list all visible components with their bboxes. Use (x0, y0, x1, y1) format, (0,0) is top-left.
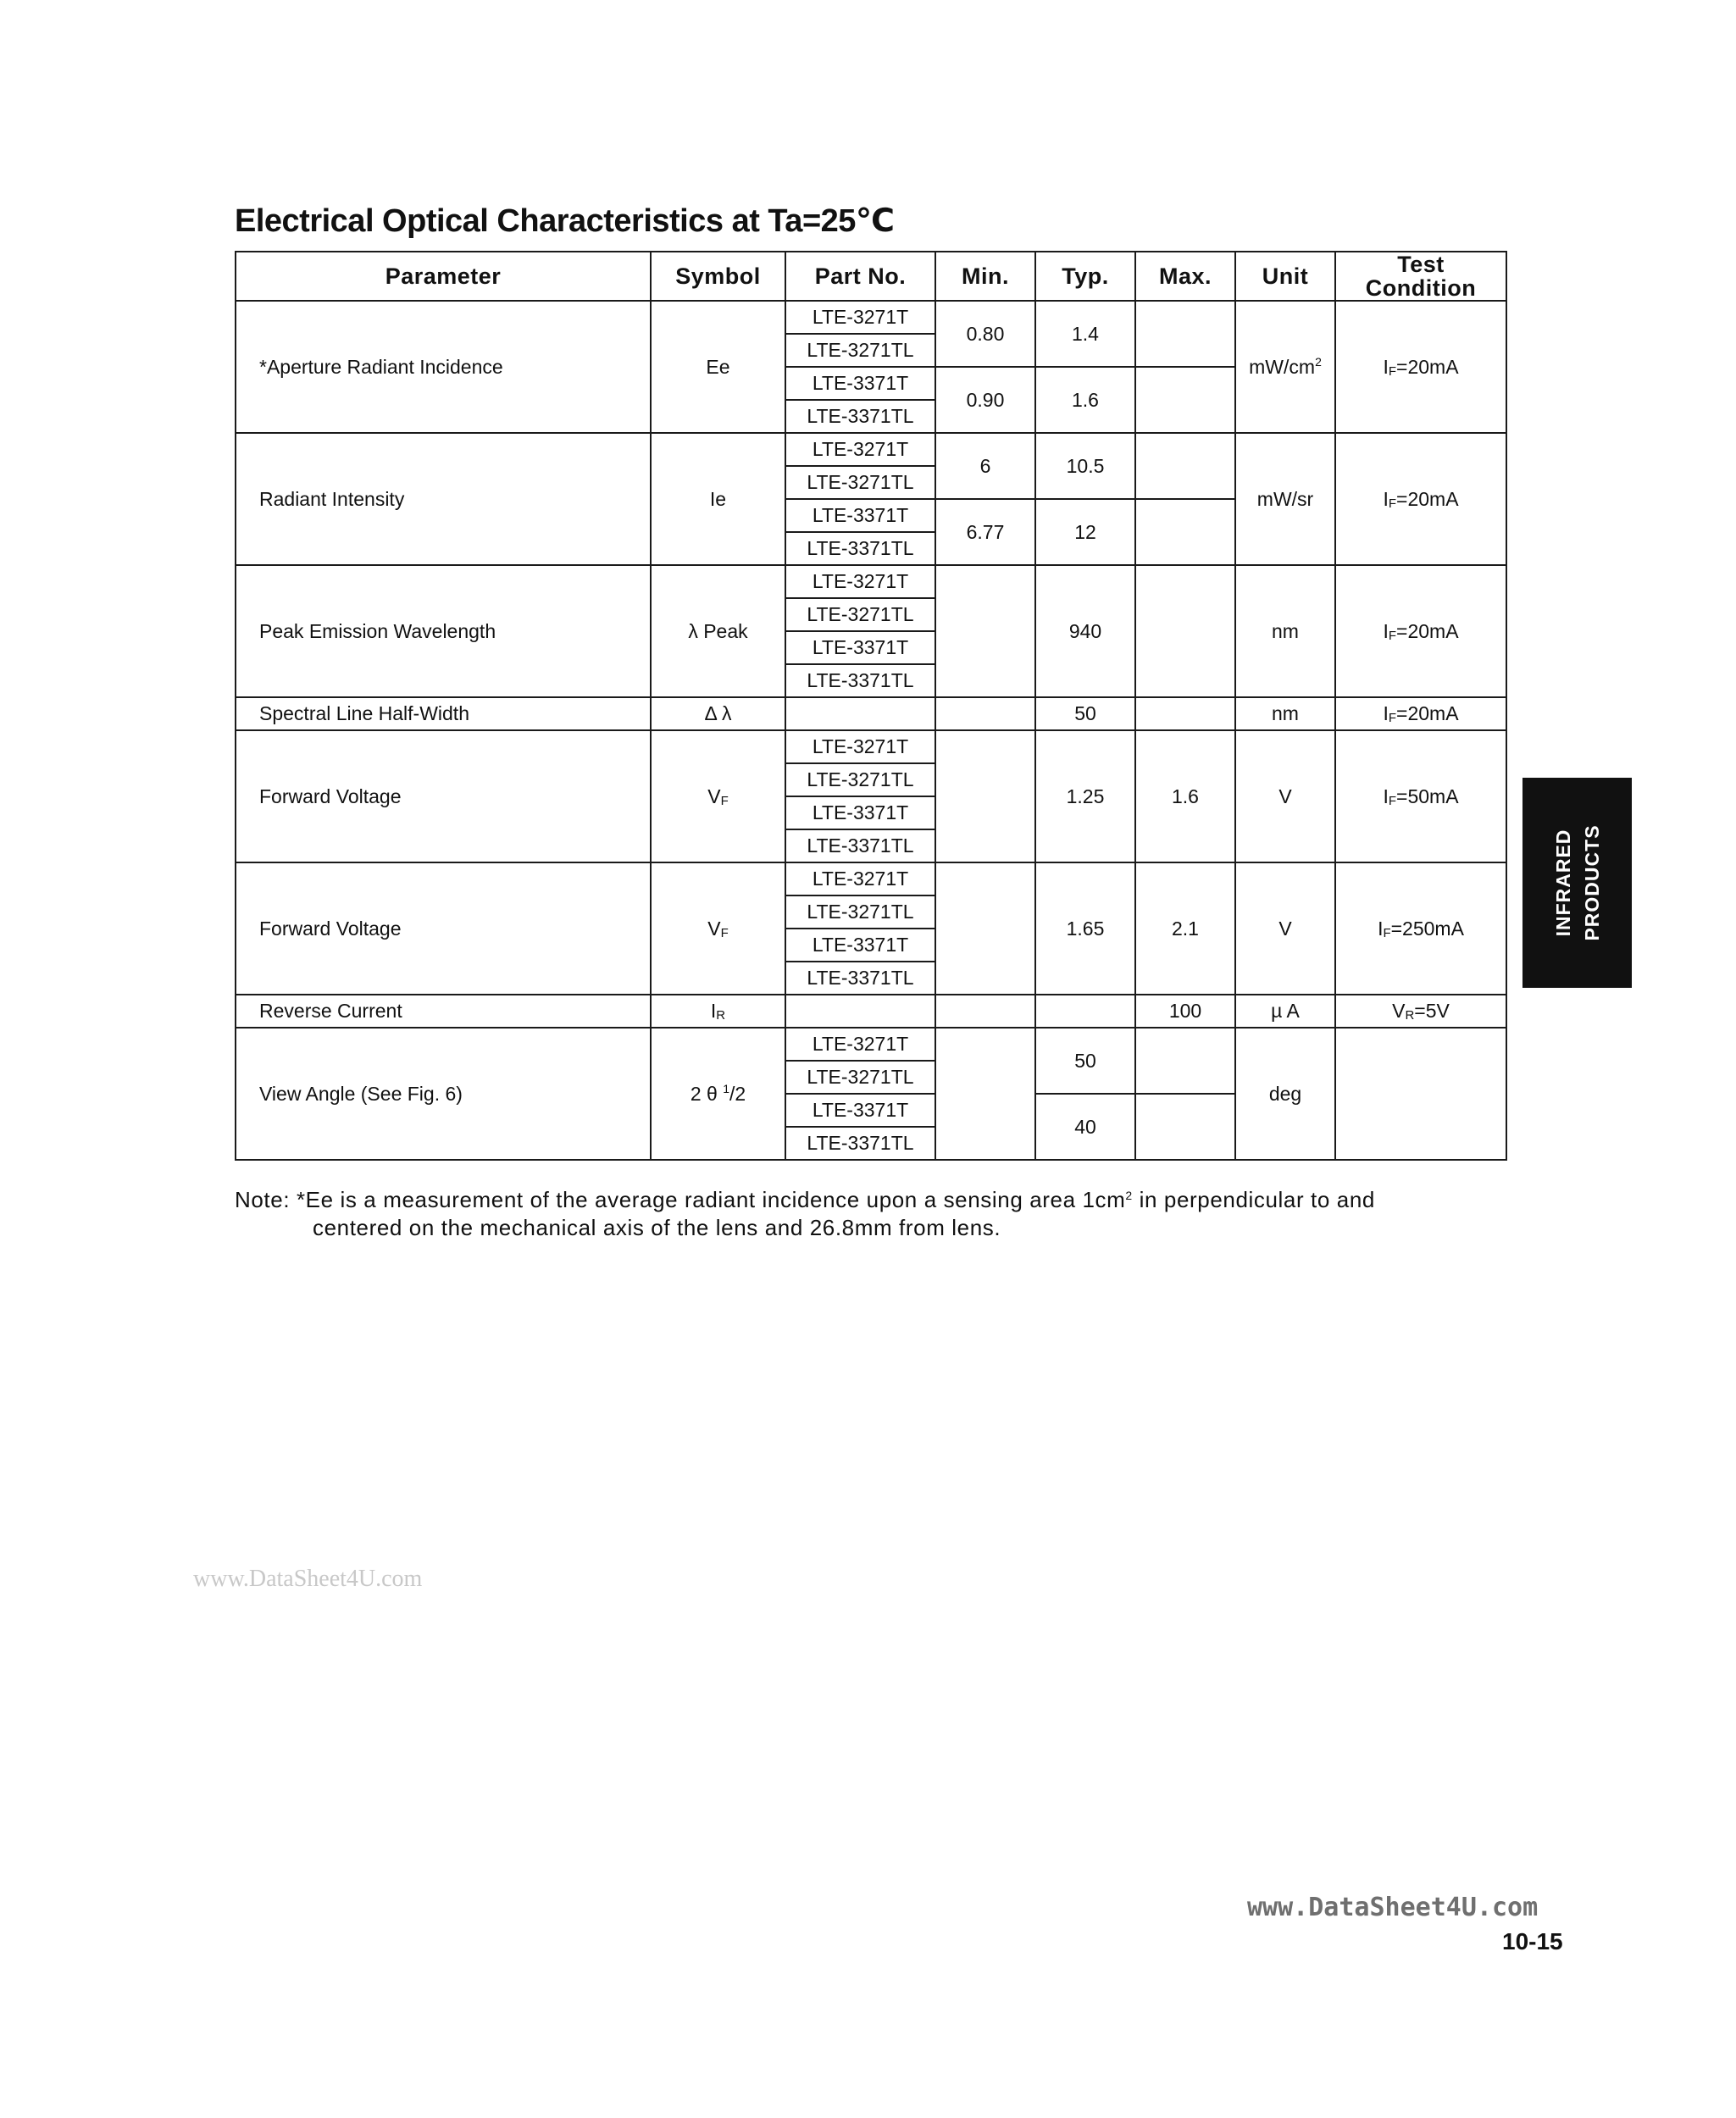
unit-aperture: $mW/cm^2$ (1235, 301, 1335, 433)
watermark-link[interactable]: www.DataSheet4U.com (1247, 1893, 1539, 1922)
table-row (236, 697, 1506, 730)
symbol-view-angle: 2 θ $^1$/2 (651, 1028, 785, 1160)
min-value (935, 565, 1035, 697)
unit-peak: nm (1235, 565, 1335, 697)
typ-value: 40 (1035, 1094, 1135, 1160)
param-view-angle: View Angle (See Fig. 6) (236, 1028, 651, 1160)
table-row (236, 301, 1506, 334)
part-no: LTE-3271TL (785, 1061, 935, 1094)
min-value: 0.80 (935, 301, 1035, 367)
typ-value: 1.25 (1035, 730, 1135, 862)
part-no: LTE-3271TL (785, 598, 935, 631)
part-no: LTE-3371TL (785, 664, 935, 697)
part-no: LTE-3271TL (785, 466, 935, 499)
param-reverse-current: Reverse Current (236, 995, 651, 1028)
part-no: LTE-3371TL (785, 532, 935, 565)
part-no: LTE-3371TL (785, 1127, 935, 1160)
part-no (785, 697, 935, 730)
cond-peak: $I_F=20mA$ (1335, 565, 1506, 697)
cond-forward-voltage: $I_F=250mA$ (1335, 862, 1506, 995)
part-no: LTE-3271T (785, 565, 935, 598)
max-value: 1.6 (1135, 730, 1235, 862)
cond-view-angle (1335, 1028, 1506, 1160)
table-row (236, 1028, 1506, 1061)
typ-value: 12 (1035, 499, 1135, 565)
max-value (1135, 1028, 1235, 1094)
part-no: LTE-3271T (785, 1028, 935, 1061)
typ-value (1035, 995, 1135, 1028)
footnote (235, 1182, 1506, 1242)
table-row (236, 433, 1506, 466)
unit-forward-voltage: V (1235, 862, 1335, 995)
typ-value: 10.5 (1035, 433, 1135, 499)
part-no: LTE-3271T (785, 433, 935, 466)
min-value (935, 1028, 1035, 1160)
typ-value: 1.4 (1035, 301, 1135, 367)
part-no (785, 995, 935, 1028)
part-no: LTE-3271TL (785, 763, 935, 796)
min-value (935, 697, 1035, 730)
header-test-condition: Test Condition (1335, 252, 1506, 301)
part-no: LTE-3371TL (785, 400, 935, 433)
typ-value: 50 (1035, 1028, 1135, 1094)
header-max: Max. (1135, 252, 1235, 301)
param-radiant: Radiant Intensity (236, 433, 651, 565)
part-no: LTE-3271T (785, 862, 935, 895)
header-unit: Unit (1235, 252, 1335, 301)
cond-reverse-current: $V_R=5V$ (1335, 995, 1506, 1028)
part-no: LTE-3271TL (785, 334, 935, 367)
unit-view-angle: deg (1235, 1028, 1335, 1160)
cond-aperture: $I_F=20mA$ (1335, 301, 1506, 433)
min-value (935, 730, 1035, 862)
section-tab-label: INFRARED PRODUCTS (1551, 824, 1603, 941)
part-no: LTE-3371T (785, 631, 935, 664)
part-no: LTE-3371TL (785, 962, 935, 995)
max-value: 100 (1135, 995, 1235, 1028)
page-title: Electrical Optical Characteristics at Ta=25℃ (235, 203, 895, 239)
unit-forward-voltage: V (1235, 730, 1335, 862)
min-value: 0.90 (935, 367, 1035, 433)
symbol-forward-voltage: $V_F$ (651, 730, 785, 862)
min-value: 6 (935, 433, 1035, 499)
header-min: Min. (935, 252, 1035, 301)
min-value: 6.77 (935, 499, 1035, 565)
characteristics-table (235, 251, 1507, 1161)
header-symbol: Symbol (651, 252, 785, 301)
typ-value: 1.65 (1035, 862, 1135, 995)
table-row (236, 862, 1506, 895)
part-no: LTE-3371T (785, 367, 935, 400)
symbol-aperture: Ee (651, 301, 785, 433)
table-row (236, 565, 1506, 598)
max-value (1135, 697, 1235, 730)
symbol-radiant: Ie (651, 433, 785, 565)
max-value (1135, 433, 1235, 499)
part-no: LTE-3371T (785, 929, 935, 962)
section-tab (1522, 778, 1632, 988)
min-value (935, 862, 1035, 995)
max-value: 2.1 (1135, 862, 1235, 995)
header-row (236, 252, 1506, 301)
min-value (935, 995, 1035, 1028)
part-no: LTE-3371T (785, 796, 935, 829)
watermark-text: www.DataSheet4U.com (193, 1566, 423, 1592)
part-no: LTE-3371T (785, 499, 935, 532)
footnote-line2: centered on the mechanical axis of the lens and 26.8mm from lens. (313, 1215, 1001, 1240)
cond-radiant: $I_F=20mA$ (1335, 433, 1506, 565)
unit-radiant: mW/sr (1235, 433, 1335, 565)
max-value (1135, 565, 1235, 697)
param-forward-voltage: Forward Voltage (236, 862, 651, 995)
typ-value: 1.6 (1035, 367, 1135, 433)
symbol-forward-voltage: $V_F$ (651, 862, 785, 995)
table-row (236, 730, 1506, 763)
symbol-reverse-current: $I_R$ (651, 995, 785, 1028)
header-typ: Typ. (1035, 252, 1135, 301)
part-no: LTE-3271T (785, 301, 935, 334)
header-part-no: Part No. (785, 252, 935, 301)
max-value (1135, 367, 1235, 433)
param-peak: Peak Emission Wavelength (236, 565, 651, 697)
typ-value: 940 (1035, 565, 1135, 697)
table-row (236, 995, 1506, 1028)
max-value (1135, 499, 1235, 565)
param-aperture: *Aperture Radiant Incidence (236, 301, 651, 433)
max-value (1135, 1094, 1235, 1160)
unit-spectral: nm (1235, 697, 1335, 730)
param-forward-voltage: Forward Voltage (236, 730, 651, 862)
unit-reverse-current: µ A (1235, 995, 1335, 1028)
max-value (1135, 301, 1235, 367)
part-no: LTE-3371TL (785, 829, 935, 862)
header-parameter: Parameter (236, 252, 651, 301)
cond-spectral: $I_F=20mA$ (1335, 697, 1506, 730)
cond-forward-voltage: $I_F=50mA$ (1335, 730, 1506, 862)
typ-value: 50 (1035, 697, 1135, 730)
page-number: 10-15 (1502, 1928, 1563, 1954)
param-spectral: Spectral Line Half-Width (236, 697, 651, 730)
footnote-line1: Note: *Ee is a measurement of the average radiant incidence upon a sensing area $1cm^2$ in perpendicular to and (235, 1187, 1375, 1212)
part-no: LTE-3371T (785, 1094, 935, 1127)
part-no: LTE-3271T (785, 730, 935, 763)
symbol-peak: λ Peak (651, 565, 785, 697)
part-no: LTE-3271TL (785, 895, 935, 929)
symbol-spectral: Δ λ (651, 697, 785, 730)
